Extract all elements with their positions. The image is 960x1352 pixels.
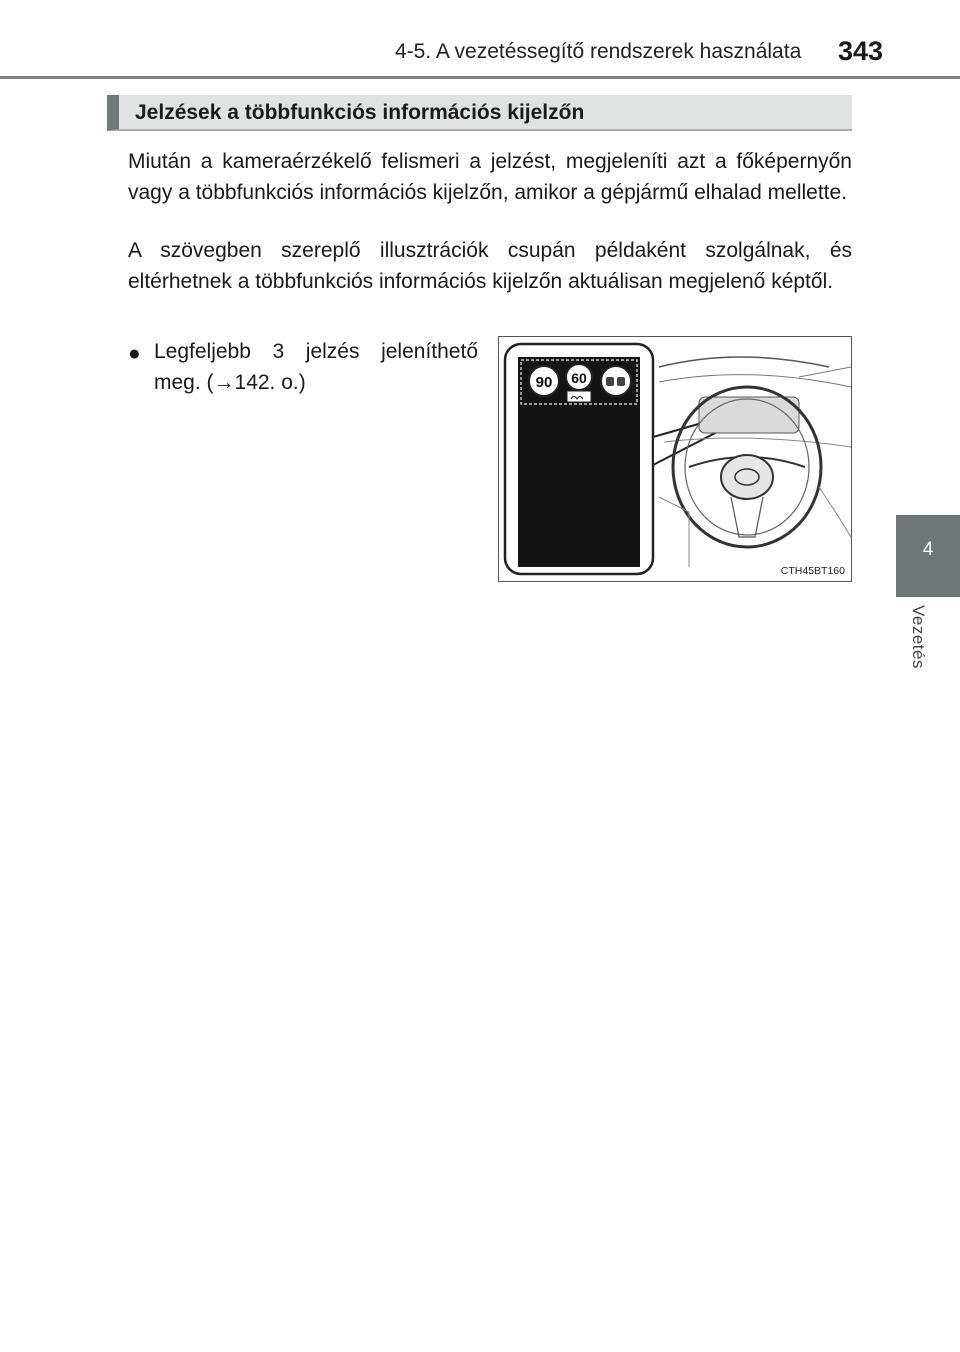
door-line	[819, 487, 851, 537]
pillar-line	[799, 367, 851, 377]
header-rule	[0, 76, 960, 79]
paragraph-2: A szövegben szereplő illusztrációk csupán példaként szolgálnak, és eltérhetnek a többfunkciós információs kijelzőn aktuálisan megjelenő képtől.	[128, 239, 852, 293]
windshield-line	[659, 357, 829, 367]
no-overtaking-icon	[601, 366, 631, 396]
bullet-icon: ●	[128, 342, 141, 365]
instrument-cluster	[699, 397, 799, 433]
steering-hub	[721, 455, 773, 499]
figure-code: CTH45BT160	[780, 565, 845, 577]
car-shape-2	[617, 377, 625, 386]
section-title-bar	[107, 95, 852, 131]
section-title: Jelzések a többfunkciós információs kijelzőn	[135, 101, 585, 124]
car-shape-1	[606, 377, 614, 386]
paragraph-1: Miután a kameraérzékelő felismeri a jelzést, megjeleníti azt a főképernyőn vagy a többfunkciós információs kijelzőn, amikor a gépjármű elhalad mellette.	[128, 150, 852, 204]
steering-column	[731, 497, 763, 537]
dash-top-line	[659, 375, 851, 387]
chapter-number: 4	[922, 539, 934, 560]
chapter-tab	[896, 515, 960, 597]
sign-2-label: 60	[571, 370, 587, 386]
sign-1-label: 90	[535, 374, 553, 391]
running-header: 4-5. A vezetéssegítő rendszerek használata	[395, 40, 802, 63]
bullet-text: Legfeljebb 3 jelzés jeleníthető meg. (→142. o.)	[154, 340, 478, 394]
chapter-label: Vezetés	[909, 605, 928, 669]
dashboard-drawing	[499, 337, 851, 581]
page-number: 343	[838, 36, 884, 66]
dashboard-illustration	[498, 336, 852, 582]
